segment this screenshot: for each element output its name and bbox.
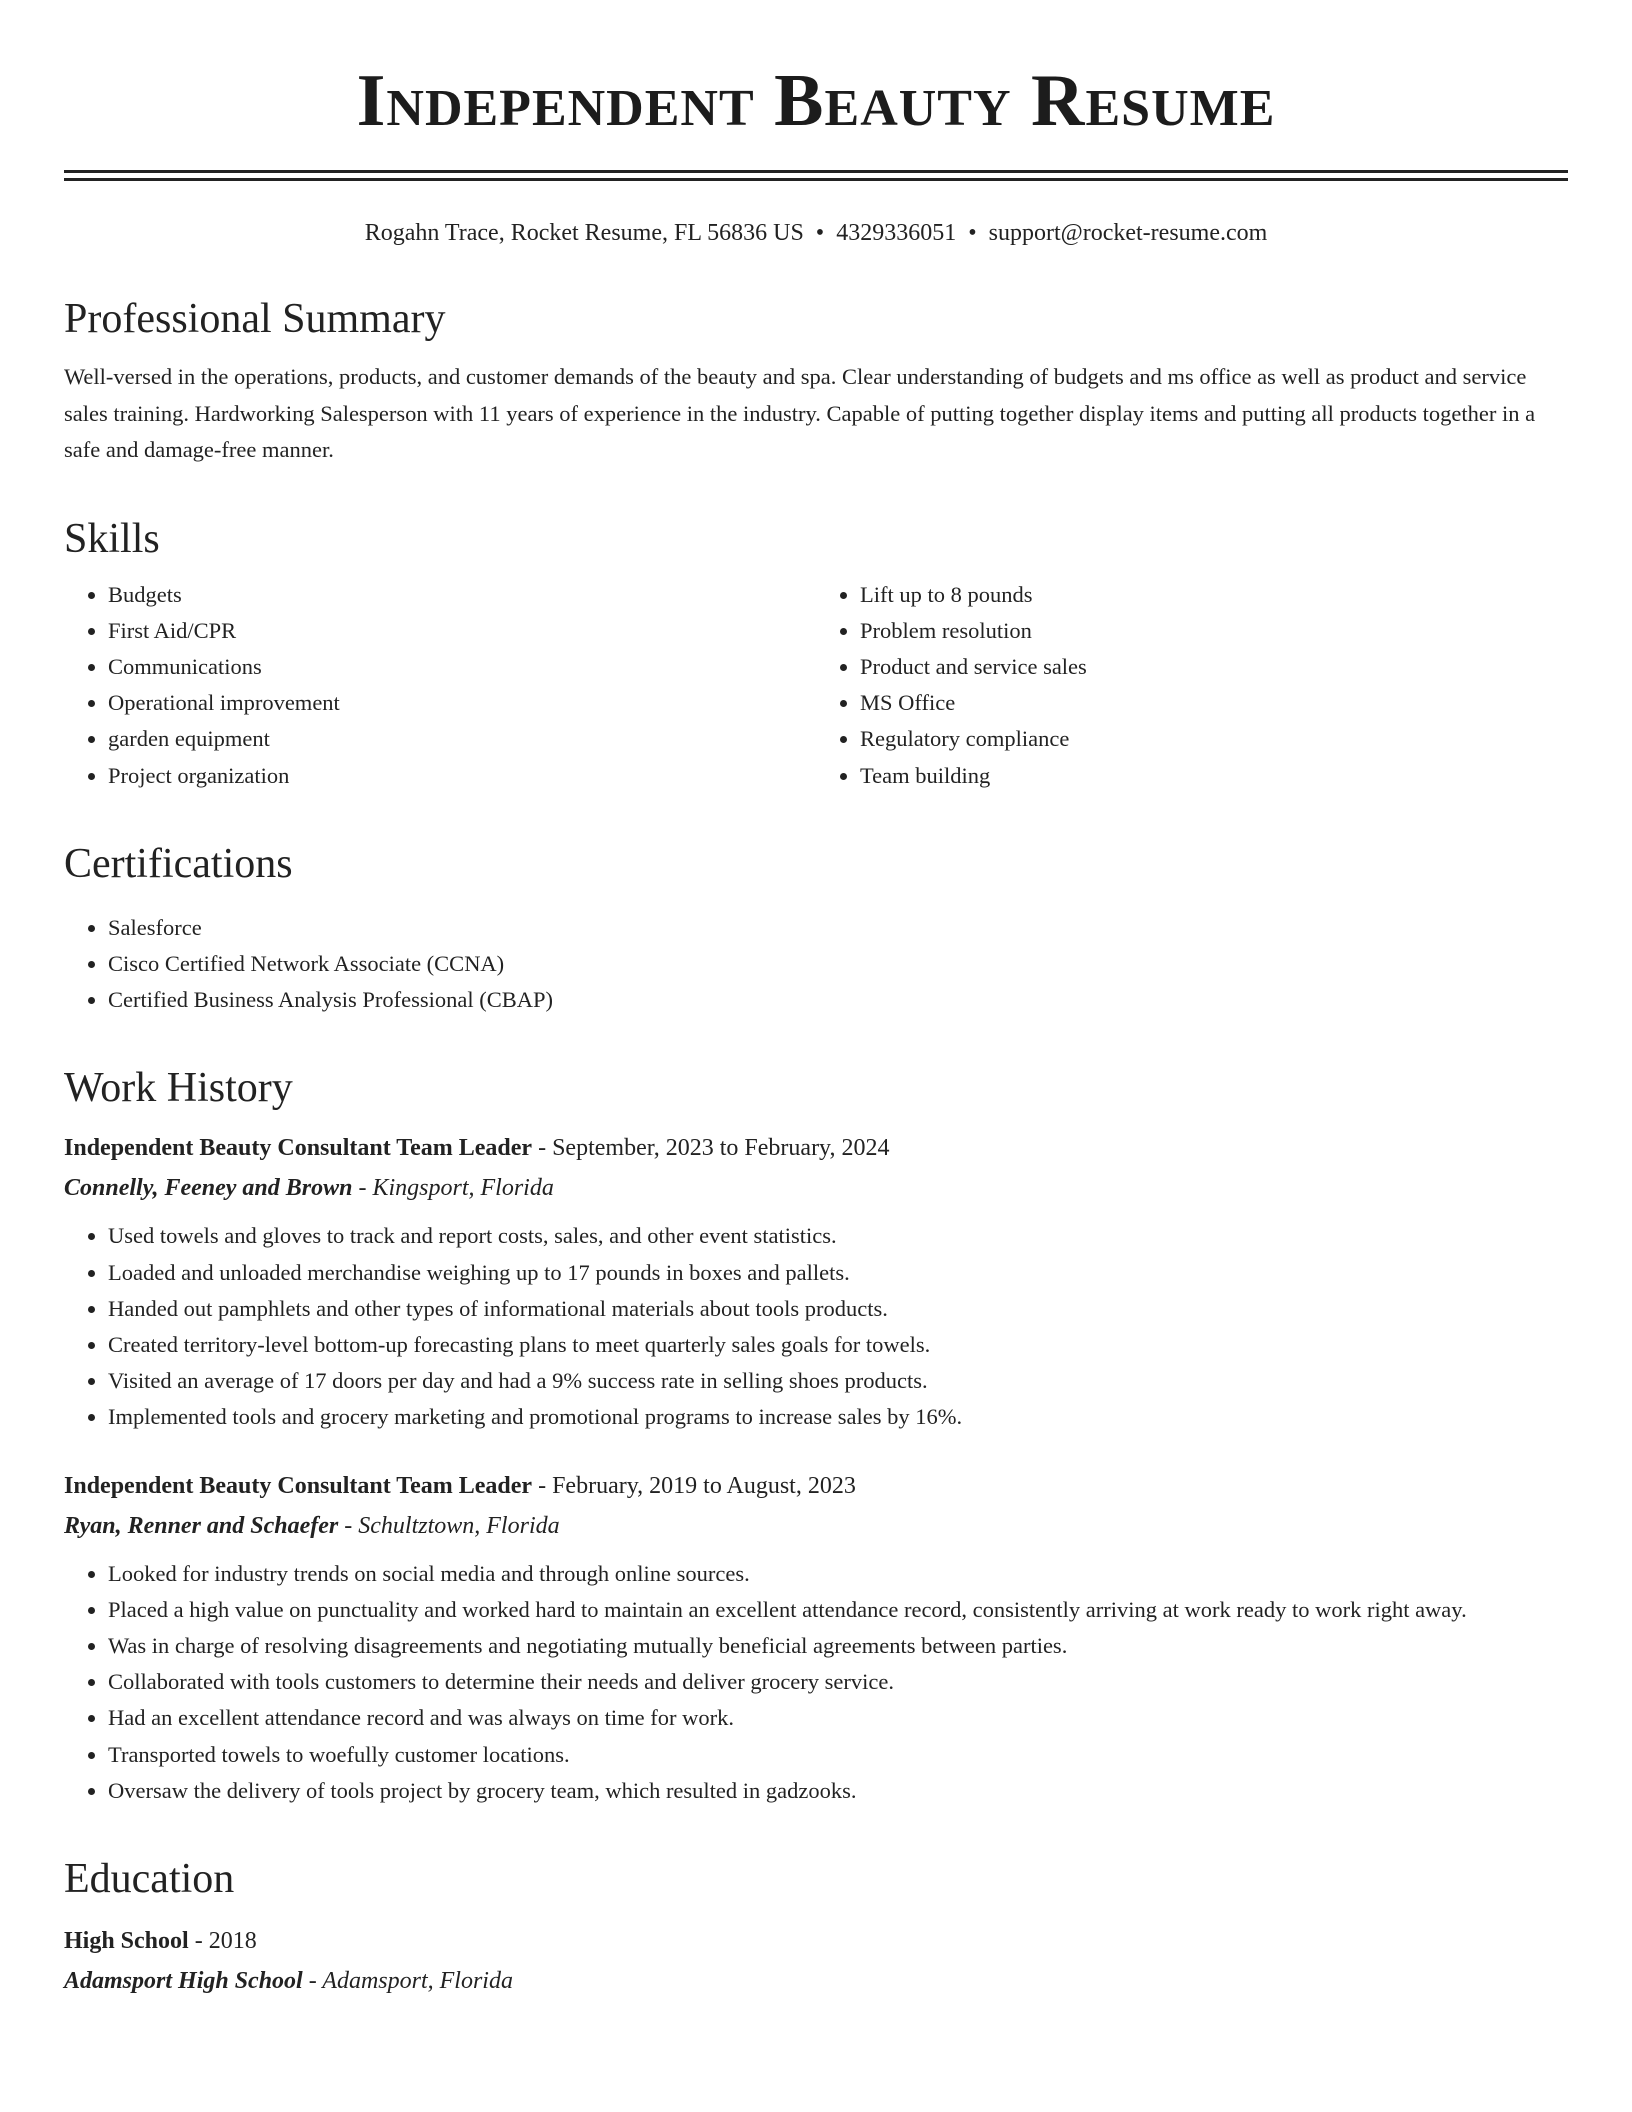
contact-line [64, 217, 1568, 249]
job-bullet: • Was in charge of resolving disagreements and negotiating mutually beneficial agreements between parties. [108, 1628, 1568, 1664]
education-school: Adamsport High School [64, 1967, 303, 1994]
job-dates: February, 2019 to August, 2023 [552, 1472, 856, 1499]
skill-item: • Regulatory compliance [860, 721, 1568, 757]
job-bullet: • Had an excellent attendance record and was always on time for work. [108, 1700, 1568, 1736]
job-bullet: • Handed out pamphlets and other types of informational materials about tools products. [108, 1291, 1568, 1327]
title-double-rule [64, 170, 1568, 181]
skill-item: • Budgets [108, 577, 816, 613]
job-company: Ryan, Renner and Schaefer [64, 1512, 339, 1539]
resume-title: Independent Beauty Resume [356, 60, 1276, 142]
job-company-line: Ryan, Renner and Schaefer - Schultztown, Florida [64, 1512, 560, 1539]
job-bullet: • Implemented tools and grocery marketing and promotional programs to increase sales by 16%. [108, 1399, 1568, 1435]
job-bullet: • Looked for industry trends on social media and through online sources. [108, 1556, 1568, 1592]
job-dates: September, 2023 to February, 2024 [552, 1135, 890, 1162]
contact-separator: • [968, 220, 977, 246]
job-bullet: • Placed a high value on punctuality and worked hard to maintain an excellent attendance record, consistently arriving at work ready to work right away. [108, 1592, 1568, 1628]
job-bullets [108, 1556, 1568, 1809]
skill-item: • Problem resolution [860, 613, 1568, 649]
skill-item: • Project organization [108, 758, 816, 794]
education-degree-line: High School - 2018 [64, 1927, 257, 1954]
job-entry [64, 1128, 1568, 1435]
contact-address: Rogahn Trace, Rocket Resume, FL 56836 US [364, 220, 804, 246]
skill-item: • Communications [108, 649, 816, 685]
job-entry [64, 1466, 1568, 1809]
job-title-line: Independent Beauty Consultant Team Leader - September, 2023 to February, 2024 [64, 1135, 890, 1162]
skills-column-right [860, 577, 1568, 794]
job-bullet: • Collaborated with tools customers to determine their needs and deliver grocery service. [108, 1664, 1568, 1700]
skill-item: • garden equipment [108, 721, 816, 757]
job-bullet: • Transported towels to woefully customer locations. [108, 1737, 1568, 1773]
section-heading-summary: Professional Summary [64, 296, 446, 342]
skill-item: • Operational improvement [108, 685, 816, 721]
job-bullets [108, 1218, 1568, 1435]
section-heading-skills: Skills [64, 515, 160, 562]
summary-text: Well-versed in the operations, products, and customer demands of the beauty and spa. Clear understanding of budgets and ms office as well as product and service sales training. Hardworking Salesperson with 11 years of experience in the industry. Capable of putting together display items and putting all products together in a safe and damage-free manner. [64, 364, 1536, 462]
education-location: Adamsport, Florida [322, 1967, 513, 1994]
job-bullet: • Created territory-level bottom-up forecasting plans to meet quarterly sales goals for towels. [108, 1327, 1568, 1363]
certification-item: • Salesforce [108, 910, 1568, 946]
certification-item: • Cisco Certified Network Associate (CCNA) [108, 946, 1568, 982]
section-heading-education: Education [64, 1855, 235, 1902]
job-title: Independent Beauty Consultant Team Leader [64, 1135, 533, 1162]
contact-email: support@rocket-resume.com [988, 220, 1268, 246]
job-title: Independent Beauty Consultant Team Leader [64, 1472, 533, 1499]
education-year: 2018 [208, 1927, 257, 1954]
contact-phone: 4329336051 [836, 220, 957, 246]
job-bullet: • Visited an average of 17 doors per day and had a 9% success rate in selling shoes products. [108, 1363, 1568, 1399]
education-entry [64, 1921, 1568, 2001]
section-heading-certifications: Certifications [64, 840, 293, 887]
job-title-line: Independent Beauty Consultant Team Leader - February, 2019 to August, 2023 [64, 1472, 856, 1499]
skill-item: • Team building [860, 758, 1568, 794]
job-company-line: Connelly, Feeney and Brown - Kingsport, Florida [64, 1175, 554, 1202]
skill-item: • Product and service sales [860, 649, 1568, 685]
skills-column-left [108, 577, 816, 794]
job-company: Connelly, Feeney and Brown [64, 1175, 353, 1202]
certifications-list [108, 910, 1568, 1019]
contact-separator: • [815, 220, 825, 246]
section-heading-work-history: Work History [64, 1065, 293, 1112]
education-school-line: Adamsport High School - Adamsport, Florida [64, 1967, 513, 1994]
certification-item: • Certified Business Analysis Professional (CBAP) [108, 982, 1568, 1018]
job-bullet: • Loaded and unloaded merchandise weighing up to 17 pounds in boxes and pallets. [108, 1255, 1568, 1291]
skill-item: • Lift up to 8 pounds [860, 577, 1568, 613]
skills-list [64, 577, 1568, 794]
skill-item: • First Aid/CPR [108, 613, 816, 649]
job-location: Kingsport, Florida [372, 1175, 554, 1202]
skill-item: • MS Office [860, 685, 1568, 721]
job-bullet: • Oversaw the delivery of tools project by grocery team, which resulted in gadzooks. [108, 1773, 1568, 1809]
education-degree: High School [64, 1927, 189, 1954]
job-bullet: • Used towels and gloves to track and report costs, sales, and other event statistics. [108, 1218, 1568, 1254]
job-location: Schultztown, Florida [358, 1512, 560, 1539]
